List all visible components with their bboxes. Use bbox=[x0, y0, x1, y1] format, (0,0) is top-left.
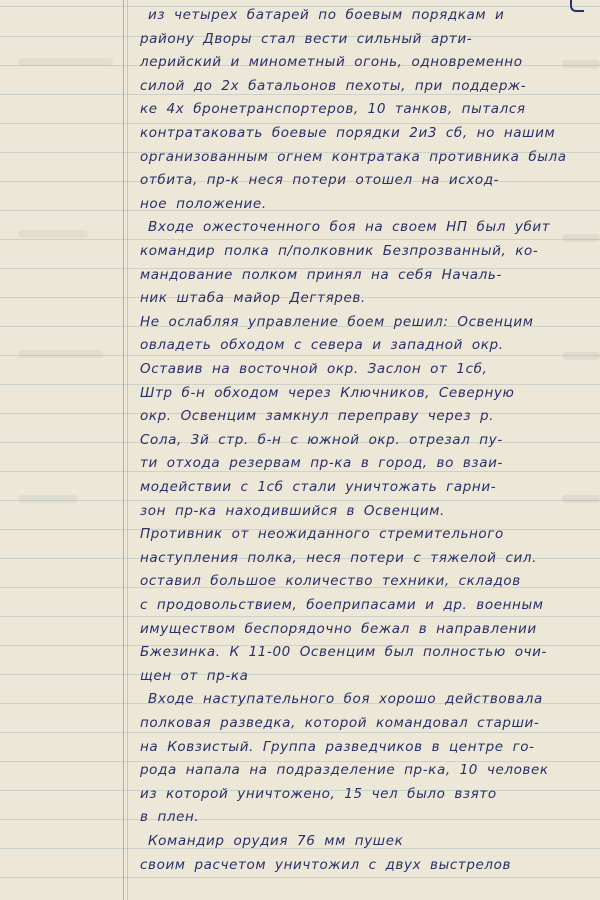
text-line: лерийский и минометный огонь, одновременно bbox=[140, 54, 523, 71]
margin-rule bbox=[123, 0, 124, 900]
text-line: своим расчетом уничтожил с двух выстрелов bbox=[140, 856, 512, 873]
margin-rule-inner bbox=[127, 0, 128, 900]
text-line: Входе ожесточенного боя на своем НП был убит bbox=[148, 219, 551, 236]
bleed-through-mark bbox=[562, 352, 600, 360]
text-line: Бжезинка. К 11-00 Освенцим был полностью очи- bbox=[140, 644, 547, 661]
text-line: щен от пр-ка bbox=[140, 667, 249, 684]
text-line: имуществом беспорядочно бежал в направлении bbox=[140, 620, 537, 637]
text-line: модействии с 1сб стали уничтожать гарни- bbox=[140, 479, 497, 495]
text-line: рода напала на подразделение пр-ка, 10 человек bbox=[140, 762, 549, 779]
text-line: Оставив на восточной окр. Заслон от 1сб, bbox=[140, 361, 488, 377]
text-line: контратаковать боевые порядки 2и3 сб, но нашим bbox=[140, 125, 556, 141]
text-line: наступления полка, неся потери с тяжелой сил. bbox=[140, 549, 537, 566]
text-line: с продовольствием, боеприпасами и др. военным bbox=[140, 597, 544, 613]
text-line: из которой уничтожено, 15 чел было взято bbox=[140, 785, 497, 802]
text-line: командир полка п/полковник Безпрозванный, ко- bbox=[140, 243, 539, 259]
text-line: ке 4х бронетранспортеров, 10 танков, пытался bbox=[140, 101, 526, 118]
bleed-through-mark bbox=[562, 234, 600, 242]
text-line: ник штаба майор Дегтярев. bbox=[140, 290, 366, 307]
text-line: Противник от неожиданного стремительного bbox=[140, 526, 504, 543]
text-line: ти отхода резервам пр-ка в город, во взаи- bbox=[140, 455, 503, 472]
bleed-through-mark bbox=[18, 58, 113, 66]
text-line: Штр б-н обходом через Ключников, Северную bbox=[140, 384, 515, 401]
bleed-through-mark bbox=[562, 60, 600, 68]
text-line: зон пр-ка находившийся в Освенцим. bbox=[140, 502, 445, 519]
text-line: организованным огнем контратака противника была bbox=[140, 148, 567, 165]
bleed-through-mark bbox=[562, 495, 600, 503]
text-line: Входе наступательного боя хорошо действовала bbox=[148, 691, 543, 708]
text-line: ное положение. bbox=[140, 195, 267, 212]
text-line: полковая разведка, которой командовал старши- bbox=[140, 715, 540, 731]
text-line: силой до 2х батальонов пехоты, при поддерж- bbox=[140, 77, 527, 94]
bleed-through-mark bbox=[18, 350, 103, 358]
text-line: овладеть обходом с севера и западной окр. bbox=[140, 337, 504, 354]
text-line: в плен. bbox=[140, 809, 200, 826]
text-line: оставил большое количество техники, складов bbox=[140, 573, 521, 590]
text-line: Не ослабляя управление боем решил: Освенцим bbox=[140, 313, 534, 330]
bleed-through-mark bbox=[18, 495, 78, 503]
text-line: из четырех батарей по боевым порядкам и bbox=[148, 7, 505, 23]
bleed-through-mark bbox=[18, 230, 88, 238]
text-line: окр. Освенцим замкнул переправу через р. bbox=[140, 408, 495, 425]
text-line: на Ковзистый. Группа разведчиков в центре го- bbox=[140, 738, 535, 755]
text-line: Сола, 3й стр. б-н с южной окр. отрезал пу- bbox=[140, 431, 503, 448]
text-line: району Дворы стал вести сильный арти- bbox=[140, 30, 473, 47]
text-line: Командир орудия 76 мм пушек bbox=[148, 833, 404, 849]
ink-stroke bbox=[570, 0, 584, 12]
text-line: мандование полком принял на себя Началь- bbox=[140, 266, 502, 283]
text-line: отбита, пр-к неся потери отошел на исход- bbox=[140, 172, 500, 189]
